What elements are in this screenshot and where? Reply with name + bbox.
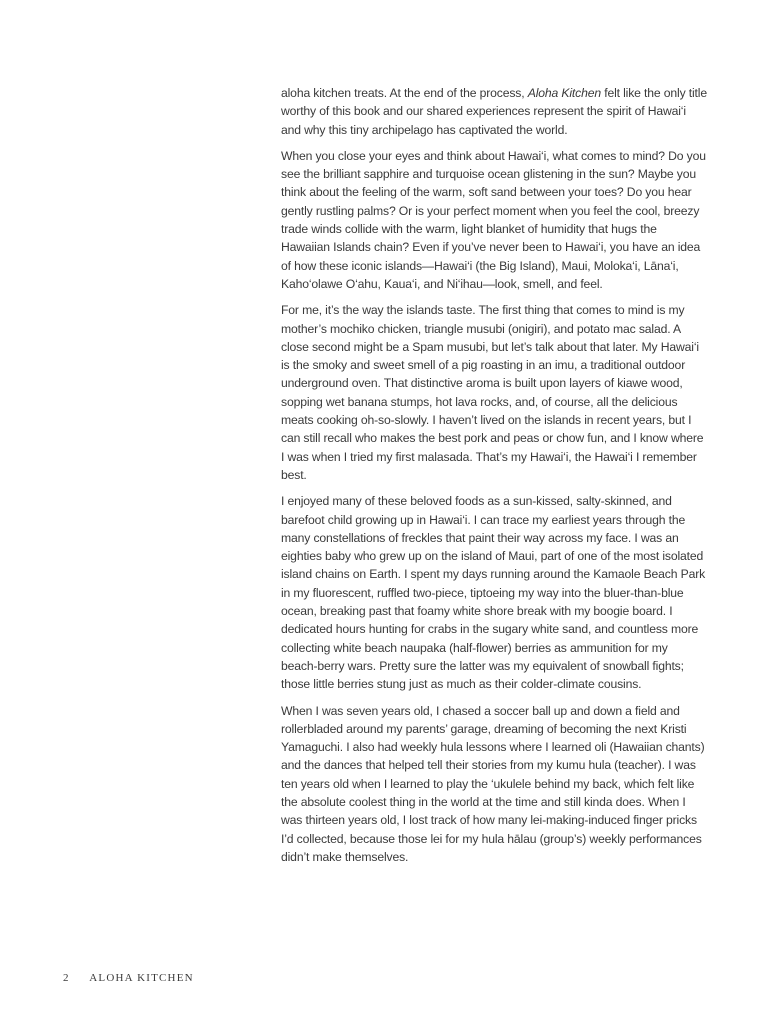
- paragraph-1-start: aloha kitchen treats. At the end of the process,: [281, 86, 528, 100]
- page-number: 2: [63, 972, 69, 984]
- paragraph-5: When I was seven years old, I chased a soccer ball up and down a field and rollerbladed around my parents’ garage, dreaming of becoming the next Kristi Yamaguchi. I also had weekly hula lessons where I learned oli (Hawaiian chants) and the dances that helped tell their stories from my kumu hula (teacher). I was ten years old when I learned to play the ‘ukulele behind my back, which felt like the absolute coolest thing in the world at the time and still kinda does. When I was thirteen years old, I lost track of how many lei-making-induced finger pricks I’d collected, because those lei for my hula hālau (group’s) weekly performances didn’t make themselves.: [281, 703, 705, 864]
- paragraph-3: For me, it’s the way the islands taste. The first thing that comes to mind is my mother’s mochiko chicken, triangle musubi (onigiri), and potato mac salad. A close second might be a Spam musubi, but let’s talk about that later. My Hawai‘i is the smoky and sweet smell of a pig roasting in an imu, a traditional outdoor underground oven. That distinctive aroma is built upon layers of kiawe wood, sopping wet banana stumps, hot lava rocks, and, of course, all the delicious meats cooking oh-so-slowly. I haven’t lived on the islands in recent years, but I can still recall who makes the best pork and peas or chow fun, and I know where I was when I tried my first malasada. That’s my Hawai‘i, the Hawai‘i I remember best.: [281, 303, 704, 482]
- page-footer: [63, 972, 194, 984]
- paragraph-2: When you close your eyes and think about Hawai‘i, what comes to mind? Do you see the brilliant sapphire and turquoise ocean glistening in the sun? Maybe you think about the feeling of the warm, soft sand between your toes? Do you hear gently rustling palms? Or is your perfect moment when you feel the cool, breezy trade winds collide with the warm, light blanket of humidity that hugs the Hawaiian Islands chain? Even if you’ve never been to Hawai‘i, you have an idea of how these iconic islands—Hawai‘i (the Big Island), Maui, Moloka‘i, Lāna‘i, Kaho‘olawe O‘ahu, Kaua‘i, and Ni‘ihau—look, smell, and feel.: [281, 148, 706, 291]
- paragraph-1: [281, 84, 707, 139]
- body-text: [281, 84, 707, 874]
- paragraph-4: I enjoyed many of these beloved foods as a sun-kissed, salty-skinned, and barefoot child growing up in Hawai‘i. I can trace my earliest years through the many constellations of freckles that paint their way across my face. I was an eighties baby who grew up on the island of Maui, part of one of the most isolated island chains on Earth. I spent my days running around the Kamaole Beach Park in my fluorescent, ruffled two-piece, tiptoeing my way into the bluer-than-blue ocean, breaking past that foamy white shore break with my boogie board. I dedicated hours hunting for crabs in the sugary white sand, and countless more collecting white beach naupaka (half-flower) berries as ammunition for my beach-berry wars. Pretty sure the latter was my equivalent of snowball fights; those little berries stung just as much as their colder-climate cousins.: [281, 494, 706, 692]
- book-title: Aloha Kitchen: [527, 86, 601, 100]
- paragraph-1-end: felt like the only title worthy of this book and our shared experiences represent the spirit of Hawai‘i and why this tiny archipelago has captivated the world.: [281, 86, 707, 137]
- running-title: ALOHA KITCHEN: [89, 972, 194, 984]
